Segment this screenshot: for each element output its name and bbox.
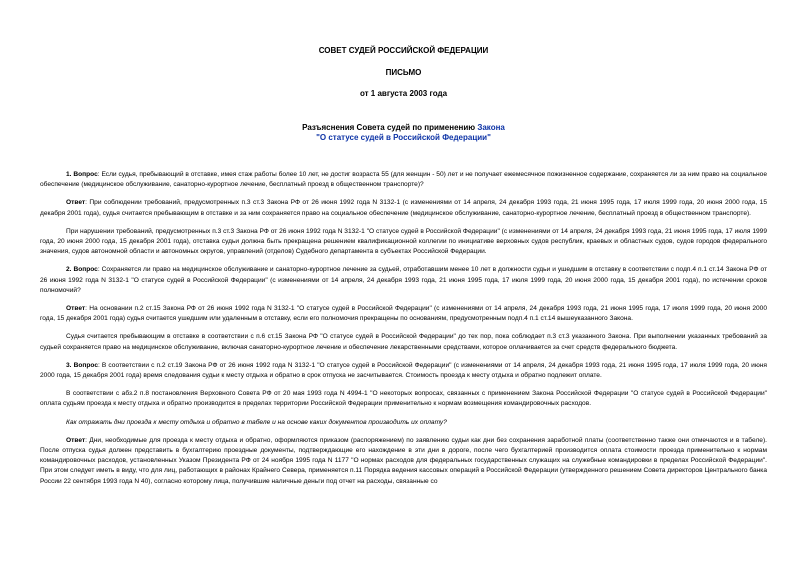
paragraph-text: : Если судья, пребывающий в отставке, имея стаж работы более 10 лет, не достиг возраста 55 (для женщин - 50) лет и не получает ежемесячное пожизненное содержание, сохраняется ли за ним право на социальное обеспечение (медицинское обслуживание, санаторно-курортное лечение, бесплатный проезд в общественном транспорте)? [40,171,767,189]
doc-type-heading: ПИСЬМО [385,68,422,77]
question-label: 1. Вопрос [66,171,98,178]
question-label: 3. Вопрос [66,361,98,369]
doc-title-line-2 [0,133,807,143]
paragraph-gap [40,428,767,436]
answer-paragraph [40,304,767,324]
paragraph-text: При нарушении требований, предусмотренных п.3 ст.3 Закона РФ от 26 июня 1992 года N 3132-1 "О статусе судей в Российской Федерации" (с изменениями от 14 апреля, 24 декабря 1993 года, 21 июня 1995 года, 17 июля 1999 года, 20 июня 2000 года, 15 декабря 2001 года), отставка судьи должна быть прекращена решением квалификационной коллегии по инициативе верховных судов республик, краевых и областных судов, судов городов федерального значения, судов автономной области и автономных округов, управлений (отделов) Судебного департамента в субъектах Российской Федерации. [40,227,767,256]
doc-title-line-1 [0,123,807,133]
paragraph-text: : Сохраняется ли право на медицинское обслуживание и санаторно-курортное лечение за судьей, отработавшим менее 10 лет в должности судьи и ушедшим в отставку в соответствии с подп.4 п.1 ст.14 Закона РФ от 26 июня 1992 года N 3132-1 "О статусе судей в Российской Федерации" (с изменениями от 14 апреля, 24 декабря 1993 года, 21 июня 1995 года, 17 июля 1999 года, 20 июня 2000 года, 15 декабря 2001 года), по истечении сроков полномочий? [40,266,767,294]
law-link[interactable]: Закона [477,123,505,132]
paragraph-gap [40,381,767,389]
paragraph-text: Судья считается пребывающим в отставке в соответствии с п.6 ст.15 Закона РФ "О статусе судей в Российской Федерации" до тех пор, пока соблюдает п.3 ст.3 указанного Закона. При выполнении указанных требований за судьей сохраняется право на медицинское обслуживание, включая санаторно-курортное лечение и обеспечение лекарственными средствами, которое оплачивается за счет средств федерального бюджета. [40,333,767,351]
question-paragraph [40,170,767,190]
paragraph-gap [40,410,767,418]
document-body [40,170,767,487]
paragraph-gap [40,296,767,304]
answer-paragraph [40,436,767,487]
paragraph-text: : Дни, необходимые для проезда к месту отдыха и обратно, оформляются приказом (распоряжением) по заявлению судьи как дни без сохранения заработной платы (соответственно также они отмечаются и в табеле). После отпуска судья должен представить в бухгалтерию проездные документы, подтверждающие его нахождение в эти дни в дороге, после чего бухгалтерией производится оплата стоимости проезда применительно к нормам командировочных расходов, установленных Указом Президента РФ от 24 ноября 1995 года N 1177 "О нормах расходов для федеральных государственных служащих на служебные командировки в пределах Российской Федерации". При этом следует иметь в виду, что для лиц, работающих в районах Крайнего Севера, применяется п.11 Порядка ведения кассовых операций в Российской Федерации (утвержденного решением Совета директоров Центрального банка России 22 сентября 1993 года N 40), согласно которому лица, получившие наличные деньги под отчет на расходы, связанные со [40,436,767,485]
paragraph-gap [40,219,767,227]
question-paragraph [40,361,767,381]
plain-paragraph [40,389,767,409]
paragraph-gap [40,190,767,198]
doc-date: от 1 августа 2003 года [359,89,448,98]
paragraph-text: : При соблюдении требований, предусмотренных п.3 ст.3 Закона РФ от 26 июня 1992 года N 3132-1 (с изменениями от 14 апреля, 24 декабря 1993 года, 21 июня 1995 года, 17 июля 1999 года, 20 июня 2000 года, 15 декабря 2001 года), судья считается пребывающим в отставке и за ним сохраняется право на социальное обеспечение (медицинское обслуживание, санаторно-курортное лечение, бесплатный проезд в общественном транспорте). [40,199,767,217]
paragraph-text: : В соответствии с п.2 ст.19 Закона РФ от 26 июня 1992 года N 3132-1 "О статусе судей в Российской Федерации" (с изменениями от 14 апреля, 24 декабря 1993 года, 21 июня 1995 года, 17 июля 1999 года, 20 июня 2000 года, 15 декабря 2001 года) время следования судьи к месту отдыха и обратно в срок отпуска не засчитывается. Стоимость проезда к месту отдыха и обратно подлежит оплате. [40,361,767,380]
plain-paragraph [40,227,767,258]
answer-label: Ответ [66,199,86,207]
paragraph-gap [40,324,767,332]
law-title-link[interactable]: "О статусе судей в Российской Федерации" [316,133,491,142]
paragraph-gap [40,353,767,361]
answer-paragraph [40,198,767,218]
italic-paragraph [40,418,767,428]
question-label: 2. Вопрос [66,266,98,274]
paragraph-gap [40,257,767,265]
doc-title-prefix: Разъяснения Совета судей по применению [302,123,478,132]
answer-label: Ответ [66,436,86,444]
paragraph-text: : На основании п.2 ст.15 Закона РФ от 26 июня 1992 года N 3132-1 "О статусе судей в Российской Федерации" (с изменениями от 14 апреля, 24 декабря 1993 года, 21 июня 1995 года, 17 июля 1999 года, 20 июня 2000 года, 15 декабря 2001 года) судья считается ушедшим или удаленным в отставку, если его полномочия прекращены по основаниям, предусмотренным подп.4 п.1 ст.14 вышеуказанного Закона. [40,305,767,323]
plain-paragraph [40,332,767,352]
answer-label: Ответ [66,305,86,313]
paragraph-text: В соответствии с абз.2 п.8 постановления Верховного Совета РФ от 20 мая 1993 года N 4994-1 "О некоторых вопросах, связанных с применением Закона Российской Федерации "О статусе судей в Российской Федерации" оплата судьям проезда к месту отдыха и обратно производится в пределах территории Российской Федерации применительно к нормам возмещения командировочных расходов. [40,390,767,408]
paragraph-text: Как отражать дни проезда к месту отдыха и обратно в табеле и на основе каких документов производить их оплату? [66,418,447,426]
question-paragraph [40,265,767,296]
org-heading: СОВЕТ СУДЕЙ РОССИЙСКОЙ ФЕДЕРАЦИИ [318,46,489,55]
